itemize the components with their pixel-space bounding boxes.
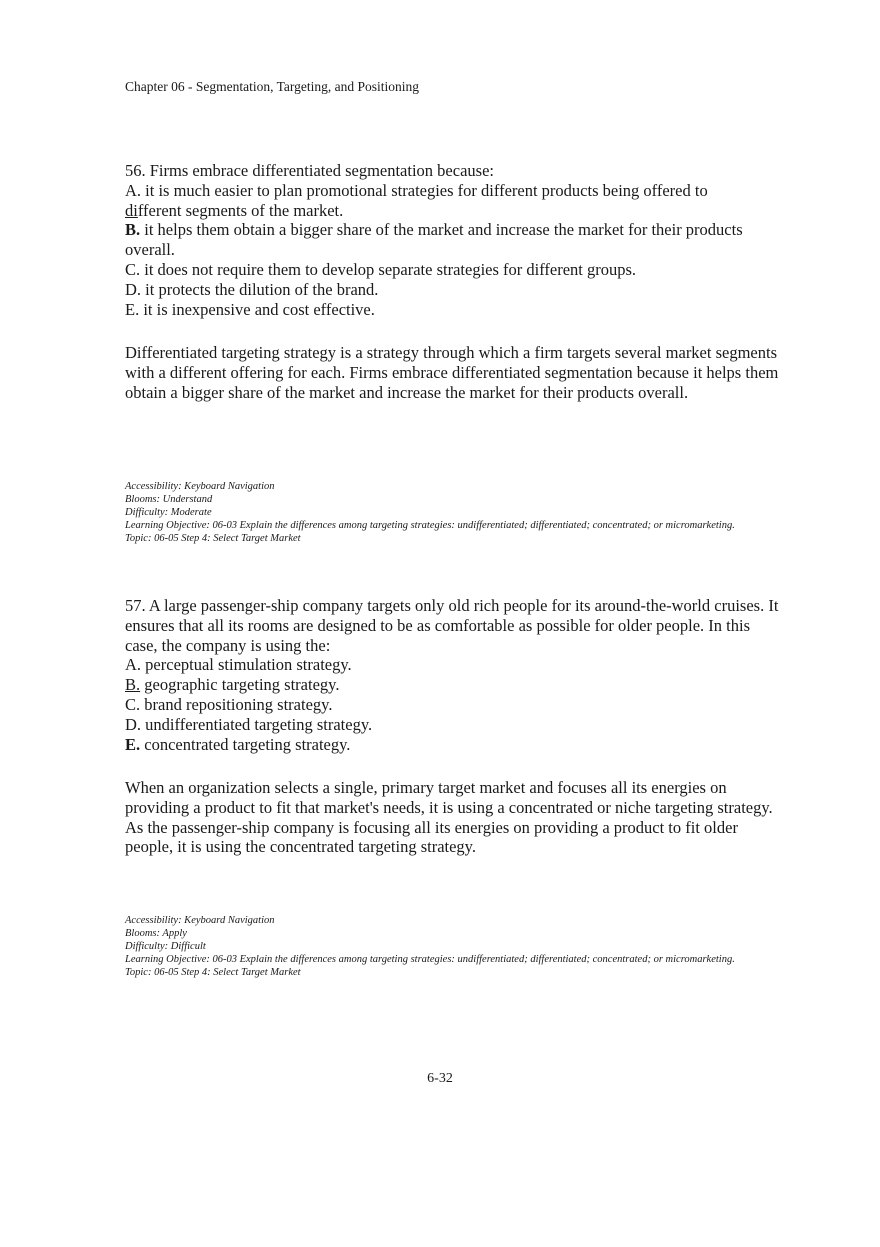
meta-topic: Topic: 06-05 Step 4: Select Target Market xyxy=(125,533,301,544)
meta-topic: Topic: 06-05 Step 4: Select Target Market xyxy=(125,967,301,978)
answer-option-b xyxy=(125,675,785,695)
meta-learning-objective: Learning Objective: 06-03 Explain the differences among targeting strategies: undifferentiated; differentiated; concentrated; or micromarketing. xyxy=(125,954,735,965)
option-text: it is inexpensive and cost effective. xyxy=(139,299,375,319)
answer-option-e xyxy=(125,300,785,320)
option-text: geographic targeting strategy. xyxy=(140,675,340,695)
meta-learning-objective: Learning Objective: 06-03 Explain the differences among targeting strategies: undifferentiated; differentiated; concentrated; or micromarketing. xyxy=(125,520,735,531)
option-text: it does not require them to develop separate strategies for different groups. xyxy=(140,259,637,279)
option-text: perceptual stimulation strategy. xyxy=(141,655,352,675)
option-text: it helps them obtain a bigger share of the market and increase the market for their products overall. xyxy=(125,220,743,260)
question-57 xyxy=(125,596,785,754)
option-letter: A. xyxy=(125,180,142,200)
option-letter: C. xyxy=(125,259,141,279)
meta-difficulty: Difficulty: Difficult xyxy=(125,941,206,952)
page-number: 6-32 xyxy=(427,1071,453,1086)
answer-option-c xyxy=(125,695,785,715)
option-letter: D. xyxy=(125,279,142,299)
meta-blooms: Blooms: Understand xyxy=(125,494,213,505)
answer-option-c xyxy=(125,260,785,280)
question-metadata xyxy=(125,914,745,979)
option-letter-selected: B. xyxy=(125,675,141,695)
option-letter: E. xyxy=(125,299,140,319)
meta-blooms: Blooms: Apply xyxy=(125,928,187,939)
option-letter: C. xyxy=(125,694,141,714)
option-letter: D. xyxy=(125,714,142,734)
meta-difficulty: Difficulty: Moderate xyxy=(125,507,212,518)
option-letter-correct: E. xyxy=(125,734,141,754)
meta-accessibility: Accessibility: Keyboard Navigation xyxy=(125,915,275,926)
meta-accessibility: Accessibility: Keyboard Navigation xyxy=(125,481,275,492)
answer-explanation: Differentiated targeting strategy is a strategy through which a firm targets several market segments with a different offering for each. Firms embrace differentiated segmentation because it helps them obtain a bigger share of the market and increase the market for their products overall. xyxy=(125,343,779,402)
option-letter: A. xyxy=(125,655,142,675)
question-stem: 56. Firms embrace differentiated segmentation because: xyxy=(125,161,494,180)
option-text-continued: fferent segments of the market. xyxy=(137,200,344,220)
answer-option-d xyxy=(125,715,785,735)
option-text: it is much easier to plan promotional strategies for different products being offered to xyxy=(141,180,708,200)
option-text: concentrated targeting strategy. xyxy=(140,734,351,754)
answer-option-a xyxy=(125,181,785,221)
chapter-header: Chapter 06 - Segmentation, Targeting, and Positioning xyxy=(125,79,420,94)
option-text: it protects the dilution of the brand. xyxy=(141,279,379,299)
option-text: brand repositioning strategy. xyxy=(140,694,333,714)
answer-option-b xyxy=(125,220,785,260)
option-text: undifferentiated targeting strategy. xyxy=(141,714,373,734)
answer-explanation: When an organization selects a single, primary target market and focuses all its energies on providing a product to fit that market's needs, it is using a concentrated or niche targeting strategy. As the passenger-ship company is focusing all its energies on providing a product to fit older people, it is using the concentrated targeting strategy. xyxy=(125,778,773,857)
option-text-underlined-fragment: di xyxy=(125,200,138,220)
question-metadata xyxy=(125,480,745,545)
question-stem: 57. A large passenger-ship company targets only old rich people for its around-the-world cruises. It ensures that all its rooms are designed to be as comfortable as possible for older people. In this case, the company is using the: xyxy=(125,596,779,655)
question-56 xyxy=(125,161,785,319)
answer-option-a xyxy=(125,655,785,675)
answer-option-e xyxy=(125,735,785,755)
option-letter-correct: B. xyxy=(125,220,141,240)
answer-option-d xyxy=(125,280,785,300)
